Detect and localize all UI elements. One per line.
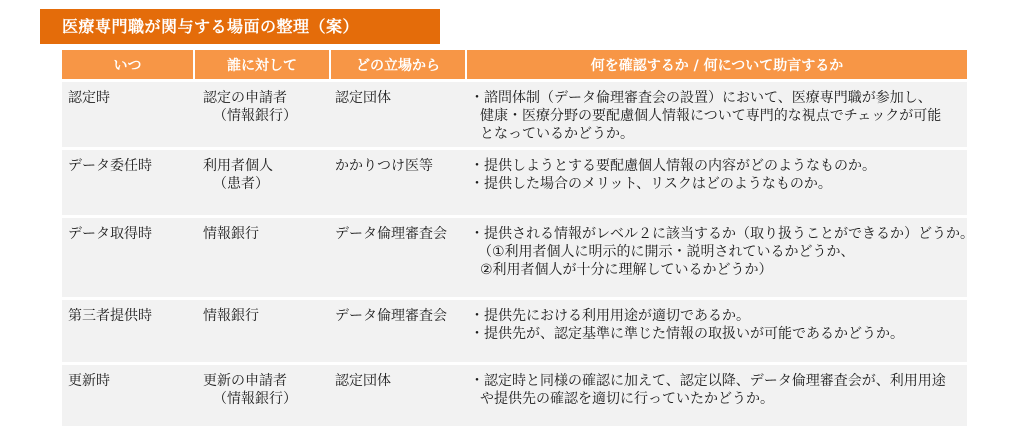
cell-content (467, 297, 967, 362)
content-line: ・提供しようとする要配慮個人情報の内容がどのようなものか。 (470, 158, 876, 174)
table-row (62, 147, 967, 215)
table-header-row (62, 50, 967, 79)
to-whom-line: 更新の申請者 (203, 373, 287, 389)
cell-content (467, 362, 967, 426)
content-line: ・提供した場合のメリット、リスクはどのようなものか。 (470, 176, 832, 192)
cell-to-whom (195, 297, 331, 362)
cell-when: データ委任時 (62, 147, 195, 215)
content-line: ・提供先における利用用途が適切であるか。 (470, 308, 750, 324)
table-row (62, 297, 967, 362)
to-whom-line: （情報銀行） (213, 108, 297, 124)
to-whom-line: 情報銀行 (203, 226, 259, 242)
cell-standpoint: 認定団体 (331, 362, 467, 426)
to-whom-line: 情報銀行 (203, 308, 259, 324)
table-row (62, 362, 967, 426)
to-whom-line: （情報銀行） (213, 391, 297, 407)
role-table (62, 50, 974, 426)
content-line: ・諮問体制（データ倫理審査会の設置）において、医療専門職が参加し、 (470, 90, 932, 106)
cell-to-whom (195, 215, 331, 297)
column-header-content: 何を確認するか / 何について助言するか (467, 50, 967, 79)
cell-to-whom (195, 147, 331, 215)
to-whom-line: 認定の申請者 (203, 90, 287, 106)
cell-standpoint: データ倫理審査会 (331, 215, 467, 297)
cell-standpoint: 認定団体 (331, 79, 467, 147)
column-header-to-whom: 誰に対して (195, 50, 331, 79)
column-header-when: いつ (62, 50, 195, 79)
content-line: ②利用者個人が十分に理解しているかどうか） (480, 262, 773, 278)
cell-when: 第三者提供時 (62, 297, 195, 362)
cell-when: データ取得時 (62, 215, 195, 297)
cell-standpoint: データ倫理審査会 (331, 297, 467, 362)
table-row (62, 79, 967, 147)
cell-content (467, 215, 974, 297)
content-line: ・認定時と同様の確認に加えて、認定以降、データ倫理審査会が、利用用途 (470, 373, 946, 389)
column-header-standpoint: どの立場から (331, 50, 467, 79)
cell-to-whom (195, 362, 331, 426)
cell-content (467, 79, 967, 147)
cell-to-whom (195, 79, 331, 147)
cell-standpoint: かかりつけ医等 (331, 147, 467, 215)
table-row (62, 215, 967, 297)
content-line: となっているかどうか。 (480, 126, 634, 142)
page-title: 医療専門職が関与する場面の整理（案） (40, 9, 440, 44)
to-whom-line: 利用者個人 (203, 158, 273, 174)
cell-content (467, 147, 967, 215)
content-line: ・提供先が、認定基準に準じた情報の取扱いが可能であるかどうか。 (470, 326, 904, 342)
content-line: ・提供される情報がレベル２に該当するか（取り扱うことができるか）どうか。 (470, 226, 974, 242)
cell-when: 認定時 (62, 79, 195, 147)
to-whom-line: （患者） (213, 176, 269, 192)
cell-when: 更新時 (62, 362, 195, 426)
content-line: や提供先の確認を適切に行っていたかどうか。 (480, 391, 774, 407)
content-line: （①利用者個人に明示的に開示・説明されているかどうか、 (478, 244, 855, 260)
content-line: 健康・医療分野の要配慮個人情報について専門的な視点でチェックが可能 (480, 108, 942, 124)
